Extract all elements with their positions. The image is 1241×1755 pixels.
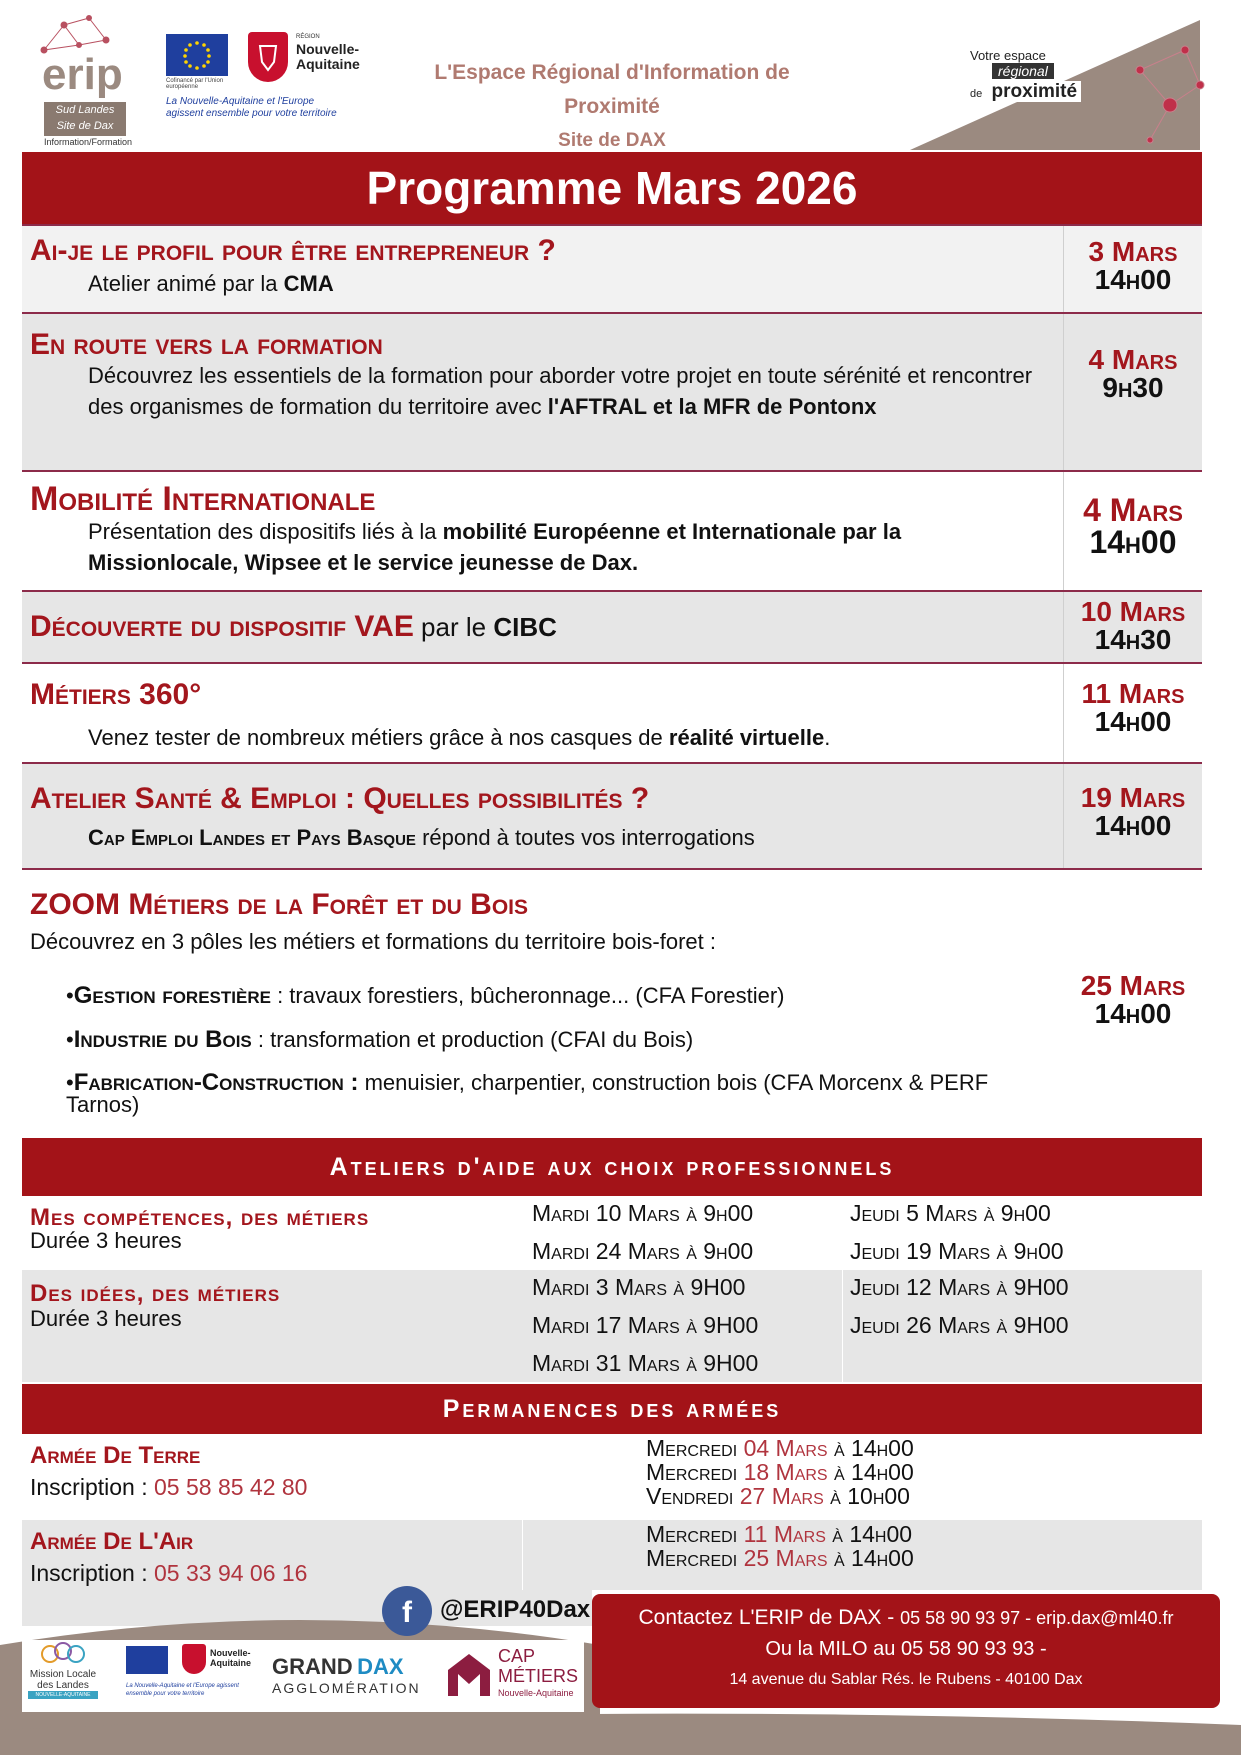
- event-month-2: 4 Mars: [1088, 344, 1178, 375]
- atelier-row-1: [22, 1196, 1202, 1270]
- event-hour-6: 14h00: [1094, 810, 1172, 841]
- event-title-7: ZOOM Métiers de la Forêt et du Bois: [30, 888, 528, 921]
- ml-logo-2: des Landes: [37, 1680, 89, 1691]
- header-title: [392, 56, 832, 158]
- armee-1-slot-2-day: Vendredi: [646, 1483, 740, 1509]
- contact-line-2: Ou la MILO au 05 58 90 93 93 -: [765, 1638, 1047, 1660]
- program-title-band: [22, 152, 1202, 226]
- event-desc-2-a: Découvrez les essentiels de la formation pour aborder votre projet en toute sérénité et rencontrer des organismes de formation du territoire avec: [88, 363, 1033, 419]
- armee-row-1: [22, 1434, 1202, 1520]
- armee-2-slot-1-date: 25 Mars: [743, 1545, 828, 1571]
- bullet-dot-icon: •: [66, 983, 74, 1008]
- armee-2-slot-1: [646, 1546, 914, 1570]
- event-desc-1: [88, 268, 334, 299]
- event-row-1: [22, 226, 1202, 314]
- event-bullet-3-bold: Fabrication-Construction :: [73, 1069, 359, 1096]
- event-desc-3-a: Présentation des dispositifs liés à la: [88, 519, 443, 544]
- event-date-2: [1063, 314, 1202, 470]
- armee-2-slot-0-day: Mercredi: [646, 1521, 744, 1547]
- armee-2-slot-0: [646, 1522, 912, 1546]
- header-title-line-2: Site de DAX: [558, 130, 666, 151]
- atelier-title-2: Des idées, des métiers: [30, 1280, 281, 1307]
- event-row-7: [22, 870, 1202, 1136]
- event-title-4-wrap: [30, 610, 557, 644]
- atelier-divider: [842, 1270, 843, 1382]
- contact-box: [592, 1594, 1220, 1708]
- atelier-2-col1-0: Mardi 3 Mars à 9H00: [532, 1274, 746, 1300]
- event-hour-3: 14h00: [1089, 524, 1177, 560]
- event-hour-7: 14h00: [1094, 998, 1172, 1029]
- event-row-2: [22, 314, 1202, 472]
- atelier-duration-1: Durée 3 heures: [30, 1228, 182, 1253]
- event-date-4: [1063, 592, 1202, 662]
- partner-line-2: agissent ensemble pour votre territoire: [166, 108, 337, 119]
- partner-line-1: La Nouvelle-Aquitaine et l'Europe: [166, 96, 315, 107]
- erip-logo-word: erip: [42, 50, 123, 99]
- people-icon: [38, 1642, 88, 1664]
- event-hour-1: 14h00: [1094, 264, 1172, 295]
- atelier-duration-2: Durée 3 heures: [30, 1306, 182, 1331]
- event-date-1: [1063, 226, 1202, 312]
- event-title-1: Ai-je le profil pour être entrepreneur ?: [30, 234, 556, 267]
- armee-inscription-2: [30, 1560, 307, 1587]
- lion-icon: [248, 32, 288, 82]
- erip-logo-box: [44, 102, 126, 136]
- event-bullet-3-rest: menuisier, charpentier, construction bois (CFA Morcenx & PERF Tarnos): [66, 1070, 989, 1117]
- cap-metiers-icon: [446, 1650, 492, 1700]
- armee-1-slot-1-date: 18 Mars: [743, 1459, 828, 1485]
- gd-logo-1: GRAND: [272, 1654, 353, 1679]
- eu-flag-small: [126, 1646, 168, 1674]
- event-bullet-3: [66, 1069, 1006, 1117]
- contact-line-1-a: Contactez L'ERIP de DAX -: [638, 1606, 901, 1629]
- armee-2-slot-0-time: à 14h00: [825, 1521, 913, 1547]
- event-hour-5: 14h00: [1094, 706, 1172, 737]
- cap-logo-3: Nouvelle-Aquitaine: [498, 1688, 574, 1698]
- na-logo-1: Nouvelle-: [210, 1648, 251, 1658]
- event-date-3: [1063, 472, 1202, 590]
- event-desc-5: [88, 722, 830, 753]
- event-date-7: [1064, 972, 1202, 1028]
- badge-line-2: régional: [992, 63, 1054, 79]
- armees-heading-band: [22, 1384, 1202, 1434]
- armee-phone-1[interactable]: 05 58 85 42 80: [154, 1474, 308, 1500]
- event-month-1: 3 Mars: [1088, 236, 1178, 267]
- mission-locale-logo: [28, 1642, 98, 1699]
- event-intro-7: Découvrez en 3 pôles les métiers et formations du territoire bois-foret :: [30, 929, 716, 954]
- armees-heading: Permanences des armées: [442, 1395, 782, 1423]
- armee-label-1: Inscription :: [30, 1474, 154, 1500]
- erip-logo: [30, 10, 142, 145]
- event-desc-1-a: Atelier animé par la: [88, 271, 284, 296]
- event-desc-5-c: .: [824, 725, 831, 750]
- armee-title-2: Armée De L'Air: [30, 1528, 194, 1555]
- event-desc-3-b: mobilité Européenne et Internationale par la Missionlocale, Wipsee et le service jeunesse de Dax.: [88, 519, 902, 575]
- armee-1-slot-1-day: Mercredi: [646, 1459, 744, 1485]
- atelier-title-1: Mes compétences, des métiers: [30, 1204, 370, 1231]
- event-month-7: 25 Mars: [1080, 970, 1186, 1001]
- partner-logos: [22, 1640, 584, 1712]
- erip-logo-sub1: Sud Landes: [55, 104, 115, 116]
- region-shield-logo: [248, 32, 288, 82]
- atelier-row-2: [22, 1270, 1202, 1382]
- event-desc-5-a: Venez tester de nombreux métiers grâce à nos casques de: [88, 725, 669, 750]
- event-desc-2-b: l'AFTRAL et la MFR de Pontonx: [547, 394, 877, 419]
- event-bullet-1-rest: : travaux forestiers, bûcheronnage... (CFA Forestier): [270, 983, 785, 1008]
- grand-dax-logo: [272, 1654, 421, 1696]
- partner-text: [166, 96, 337, 120]
- armee-1-slot-0: [646, 1436, 914, 1460]
- event-title-4: Découverte du dispositif VAE: [30, 610, 414, 643]
- atelier-1-col2-0: Jeudi 5 Mars à 9h00: [850, 1200, 1051, 1226]
- eu-stars-icon: [166, 34, 228, 76]
- armee-2-slot-0-date: 11 Mars: [743, 1521, 826, 1547]
- region-name-1: Nouvelle-: [296, 41, 360, 57]
- eu-caption: Cofinancé par l'Union européenne: [166, 78, 224, 90]
- gd-logo-2: DAX: [357, 1654, 404, 1679]
- event-row-5: [22, 664, 1202, 764]
- bullet-dot-icon: •: [66, 1027, 74, 1052]
- armee-1-slot-0-date: 04 Mars: [743, 1435, 828, 1461]
- armee-label-2: Inscription :: [30, 1560, 154, 1586]
- bullet-dot-icon: •: [66, 1070, 74, 1095]
- event-title-2: En route vers la formation: [30, 328, 383, 361]
- armee-divider: [522, 1520, 523, 1590]
- event-desc-2: [88, 360, 1068, 422]
- event-title-5: Métiers 360°: [30, 678, 202, 711]
- event-month-3: 4 Mars: [1083, 492, 1183, 528]
- erip-logo-sub3: Information/Formation: [44, 137, 133, 147]
- armee-1-slot-1-time: à 14h00: [827, 1459, 914, 1485]
- event-bullet-1-bold: Gestion forestière: [73, 982, 271, 1009]
- event-bullet-2: [66, 1024, 693, 1055]
- ateliers-heading: Ateliers d'aide aux choix professionnels: [329, 1153, 895, 1181]
- armee-1-slot-1: [646, 1460, 914, 1484]
- cap-logo-1: CAP: [498, 1646, 536, 1666]
- facebook-icon: f: [382, 1586, 432, 1636]
- header: [0, 0, 1241, 150]
- contact-line-3: 14 avenue du Sablar Rés. le Rubens - 40100 Dax: [729, 1671, 1083, 1688]
- contact-line-1: [592, 1606, 1220, 1630]
- ml-logo-3: NOUVELLE-AQUITAINE: [28, 1691, 98, 1699]
- event-date-5: [1063, 664, 1202, 762]
- eu-flag-logo: [166, 34, 228, 76]
- event-month-4: 10 Mars: [1080, 596, 1186, 627]
- badge-proximite: [970, 81, 1090, 103]
- armee-1-slot-2-date: 27 Mars: [739, 1483, 824, 1509]
- erip-logo-sub2: Site de Dax: [56, 120, 114, 132]
- armee-1-slot-2: [646, 1484, 910, 1508]
- atelier-2-col1-2: Mardi 31 Mars à 9H00: [532, 1350, 759, 1376]
- atelier-1-col1-1: Mardi 24 Mars à 9h00: [532, 1238, 754, 1264]
- event-desc-5-b: réalité virtuelle: [668, 725, 825, 750]
- armee-title-1: Armée De Terre: [30, 1442, 201, 1469]
- region-name: [296, 42, 360, 72]
- badge-line-4: proximité: [988, 81, 1082, 102]
- armee-1-slot-0-time: à 14h00: [827, 1435, 914, 1461]
- event-month-5: 11 Mars: [1081, 678, 1185, 709]
- armee-2-slot-1-day: Mercredi: [646, 1545, 744, 1571]
- region-shield-small: [182, 1644, 206, 1674]
- event-date-6: [1063, 764, 1202, 868]
- ml-logo-1: Mission Locale: [29, 1669, 97, 1680]
- header-title-line-1: L'Espace Régional d'Information de Proximité: [434, 61, 790, 118]
- event-title-6: Atelier Santé & Emploi : Quelles possibilités ?: [30, 782, 650, 815]
- event-desc-6-a: Cap Emploi Landes et Pays Basque: [88, 825, 416, 850]
- armee-2-slot-1-time: à 14h00: [827, 1545, 914, 1571]
- event-title-4-b: par le: [413, 612, 494, 642]
- cap-logo-2: MÉTIERS: [498, 1666, 579, 1686]
- atelier-2-col2-0: Jeudi 12 Mars à 9H00: [850, 1274, 1069, 1300]
- armee-1-slot-0-day: Mercredi: [646, 1435, 744, 1461]
- na-logo-2: Aquitaine: [210, 1658, 252, 1668]
- event-bullet-2-rest: : transformation et production (CFAI du Bois): [251, 1027, 694, 1052]
- armee-1-slot-2-time: à 10h00: [823, 1483, 910, 1509]
- badge-line-1: Votre espace: [970, 48, 1046, 63]
- event-row-6: [22, 764, 1202, 870]
- event-row-3: [22, 472, 1202, 592]
- event-title-4-c: CIBC: [493, 612, 557, 642]
- event-bullet-2-bold: Industrie du Bois: [73, 1026, 252, 1053]
- region-label: RÉGION: [296, 34, 320, 40]
- region-name-2: Aquitaine: [296, 56, 360, 72]
- contact-line-1-b[interactable]: 05 58 90 93 97 - erip.dax@ml40.fr: [900, 1608, 1174, 1628]
- event-row-4: [22, 592, 1202, 664]
- event-desc-6: [88, 822, 755, 853]
- armee-inscription-1: [30, 1474, 307, 1501]
- event-desc-6-b: répond à toutes vos interrogations: [415, 825, 755, 850]
- event-desc-3: [88, 516, 1048, 578]
- event-hour-4: 14h30: [1094, 624, 1172, 655]
- armee-row-2: [22, 1520, 1202, 1590]
- event-desc-1-b: CMA: [283, 271, 334, 296]
- atelier-1-col1-0: Mardi 10 Mars à 9h00: [532, 1200, 754, 1226]
- armee-phone-2[interactable]: 05 33 94 06 16: [154, 1560, 308, 1586]
- badge-line-3: de: [970, 88, 983, 100]
- event-title-3: Mobilité Internationale: [30, 480, 376, 518]
- program-title: Programme Mars 2026: [366, 162, 858, 214]
- na-logo-small: [210, 1648, 251, 1668]
- atelier-2-col2-1: Jeudi 26 Mars à 9H00: [850, 1312, 1069, 1338]
- proximity-badge: [970, 48, 1090, 103]
- event-month-6: 19 Mars: [1080, 782, 1186, 813]
- atelier-2-col1-1: Mardi 17 Mars à 9H00: [532, 1312, 759, 1338]
- partner-small-text: La Nouvelle-Aquitaine et l'Europe agissent ensemble pour votre territoire: [126, 1683, 239, 1697]
- event-hour-2: 9h30: [1102, 372, 1164, 403]
- ateliers-heading-band: [22, 1138, 1202, 1196]
- facebook-handle: @ERIP40Dax: [440, 1596, 591, 1623]
- gd-logo-3: AGGLOMÉRATION: [272, 1680, 421, 1696]
- event-bullet-1: [66, 980, 785, 1011]
- atelier-1-col2-1: Jeudi 19 Mars à 9h00: [850, 1238, 1064, 1264]
